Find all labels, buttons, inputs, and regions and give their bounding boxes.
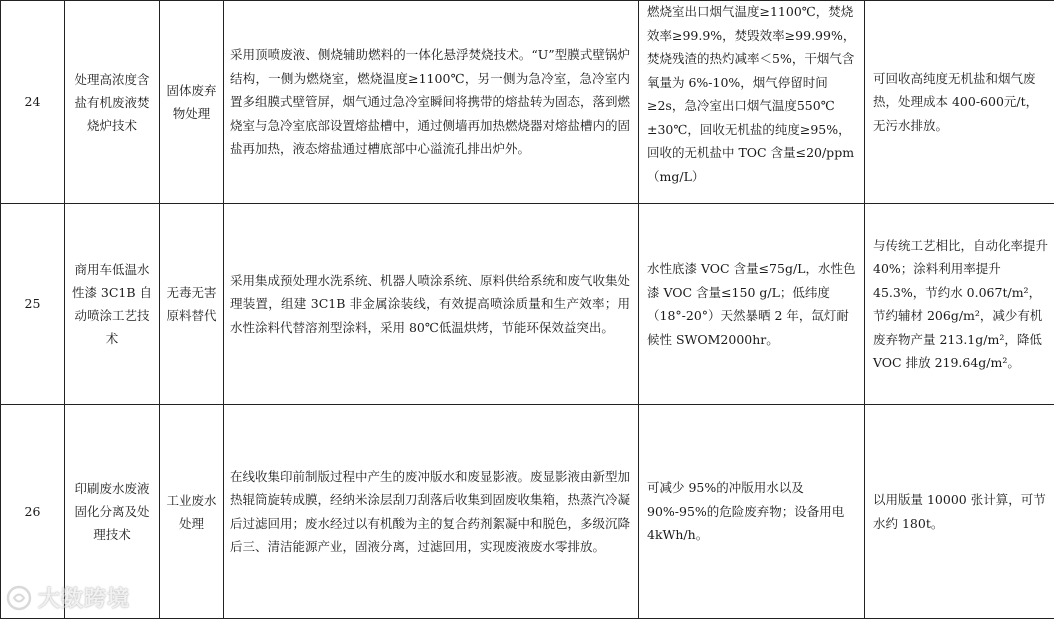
technology-category: 固体废弃物处理 bbox=[160, 1, 224, 204]
technology-name: 处理高浓度含盐有机废液焚烧炉技术 bbox=[65, 1, 160, 204]
row-number: 24 bbox=[1, 1, 65, 204]
technology-name: 商用车低温水性漆 3C1B 自动喷涂工艺技术 bbox=[65, 204, 160, 405]
technology-category: 工业废水处理 bbox=[160, 405, 224, 619]
technology-benefits: 以用版量 10000 张计算，可节水约 180t。 bbox=[865, 405, 1054, 619]
technology-parameters: 可减少 95%的冲版用水以及90%-95%的危险废弃物；设备用电4kWh/h。 bbox=[639, 405, 865, 619]
technology-description: 采用集成预处理水洗系统、机器人喷涂系统、原料供给系统和废气收集处理装置，组建 3C1B 非金属涂装线，有效提高喷涂质量和生产效率；用水性涂料代替溶剂型涂料，采用 80℃低温烘烤，节能环保效益突出。 bbox=[224, 204, 639, 405]
technology-parameters: 水性底漆 VOC 含量≤75g/L，水性色漆 VOC 含量≤150 g/L；低纬度（18°-20°）天然暴晒 2 年，氙灯耐候性 SWOM2000hr。 bbox=[639, 204, 865, 405]
row-number: 26 bbox=[1, 405, 65, 619]
technology-description: 在线收集印前制版过程中产生的废冲版水和废显影液。废显影液由新型加热辊筒旋转成膜，经纳米涂层刮刀刮落后收集到固废收集箱，热蒸汽冷凝后过滤回用；废水经过以有机酸为主的复合药剂絮凝中和脱色，多级沉降后三、清洁能源产业，固液分离，过滤回用，实现废液废水零排放。 bbox=[224, 405, 639, 619]
technology-benefits: 可回收高纯度无机盐和烟气废热，处理成本 400-600元/t，无污水排放。 bbox=[865, 1, 1054, 204]
technology-parameters: 燃烧室出口烟气温度≥1100℃，焚烧效率≥99.9%，焚毁效率≥99.99%，焚烧残渣的热灼减率＜5%，干烟气含氧量为 6%-10%，烟气停留时间≥2s，急冷室出口烟气温度550℃±30℃，回收无机盐的纯度≥95%，回收的无机盐中 TOC 含量≤20/ppm（mg/L） bbox=[639, 1, 865, 204]
row-number: 25 bbox=[1, 204, 65, 405]
table-row bbox=[1, 405, 1054, 619]
technology-name: 印刷废水废液固化分离及处理技术 bbox=[65, 405, 160, 619]
technology-benefits: 与传统工艺相比，自动化率提升 40%；涂料利用率提升45.3%，节约水 0.067t/m²，节约辅材 206g/m²，减少有机废弃物产量 213.1g/m²，降低 VOC 排放 219.64g/m²。 bbox=[865, 204, 1054, 405]
technology-category: 无毒无害原料替代 bbox=[160, 204, 224, 405]
watermark bbox=[6, 582, 130, 613]
watermark-logo-icon bbox=[6, 585, 32, 611]
watermark-text: 大数跨境 bbox=[38, 582, 130, 613]
technology-description: 采用顶喷废液、侧烧辅助燃料的一体化悬浮焚烧技术。“U”型膜式壁锅炉结构，一侧为燃烧室，燃烧温度≥1100℃，另一侧为急冷室，急冷室内置多组膜式壁管屏，烟气通过急冷室瞬间将携带的熔盐转为固态，落到燃烧室与急冷室底部设置熔盐槽中，通过侧墙再加热燃烧器对熔盐槽内的固盐再加热，液态熔盐通过槽底部中心溢流孔排出炉外。 bbox=[224, 1, 639, 204]
table-row bbox=[1, 1, 1054, 204]
table-row bbox=[1, 204, 1054, 405]
